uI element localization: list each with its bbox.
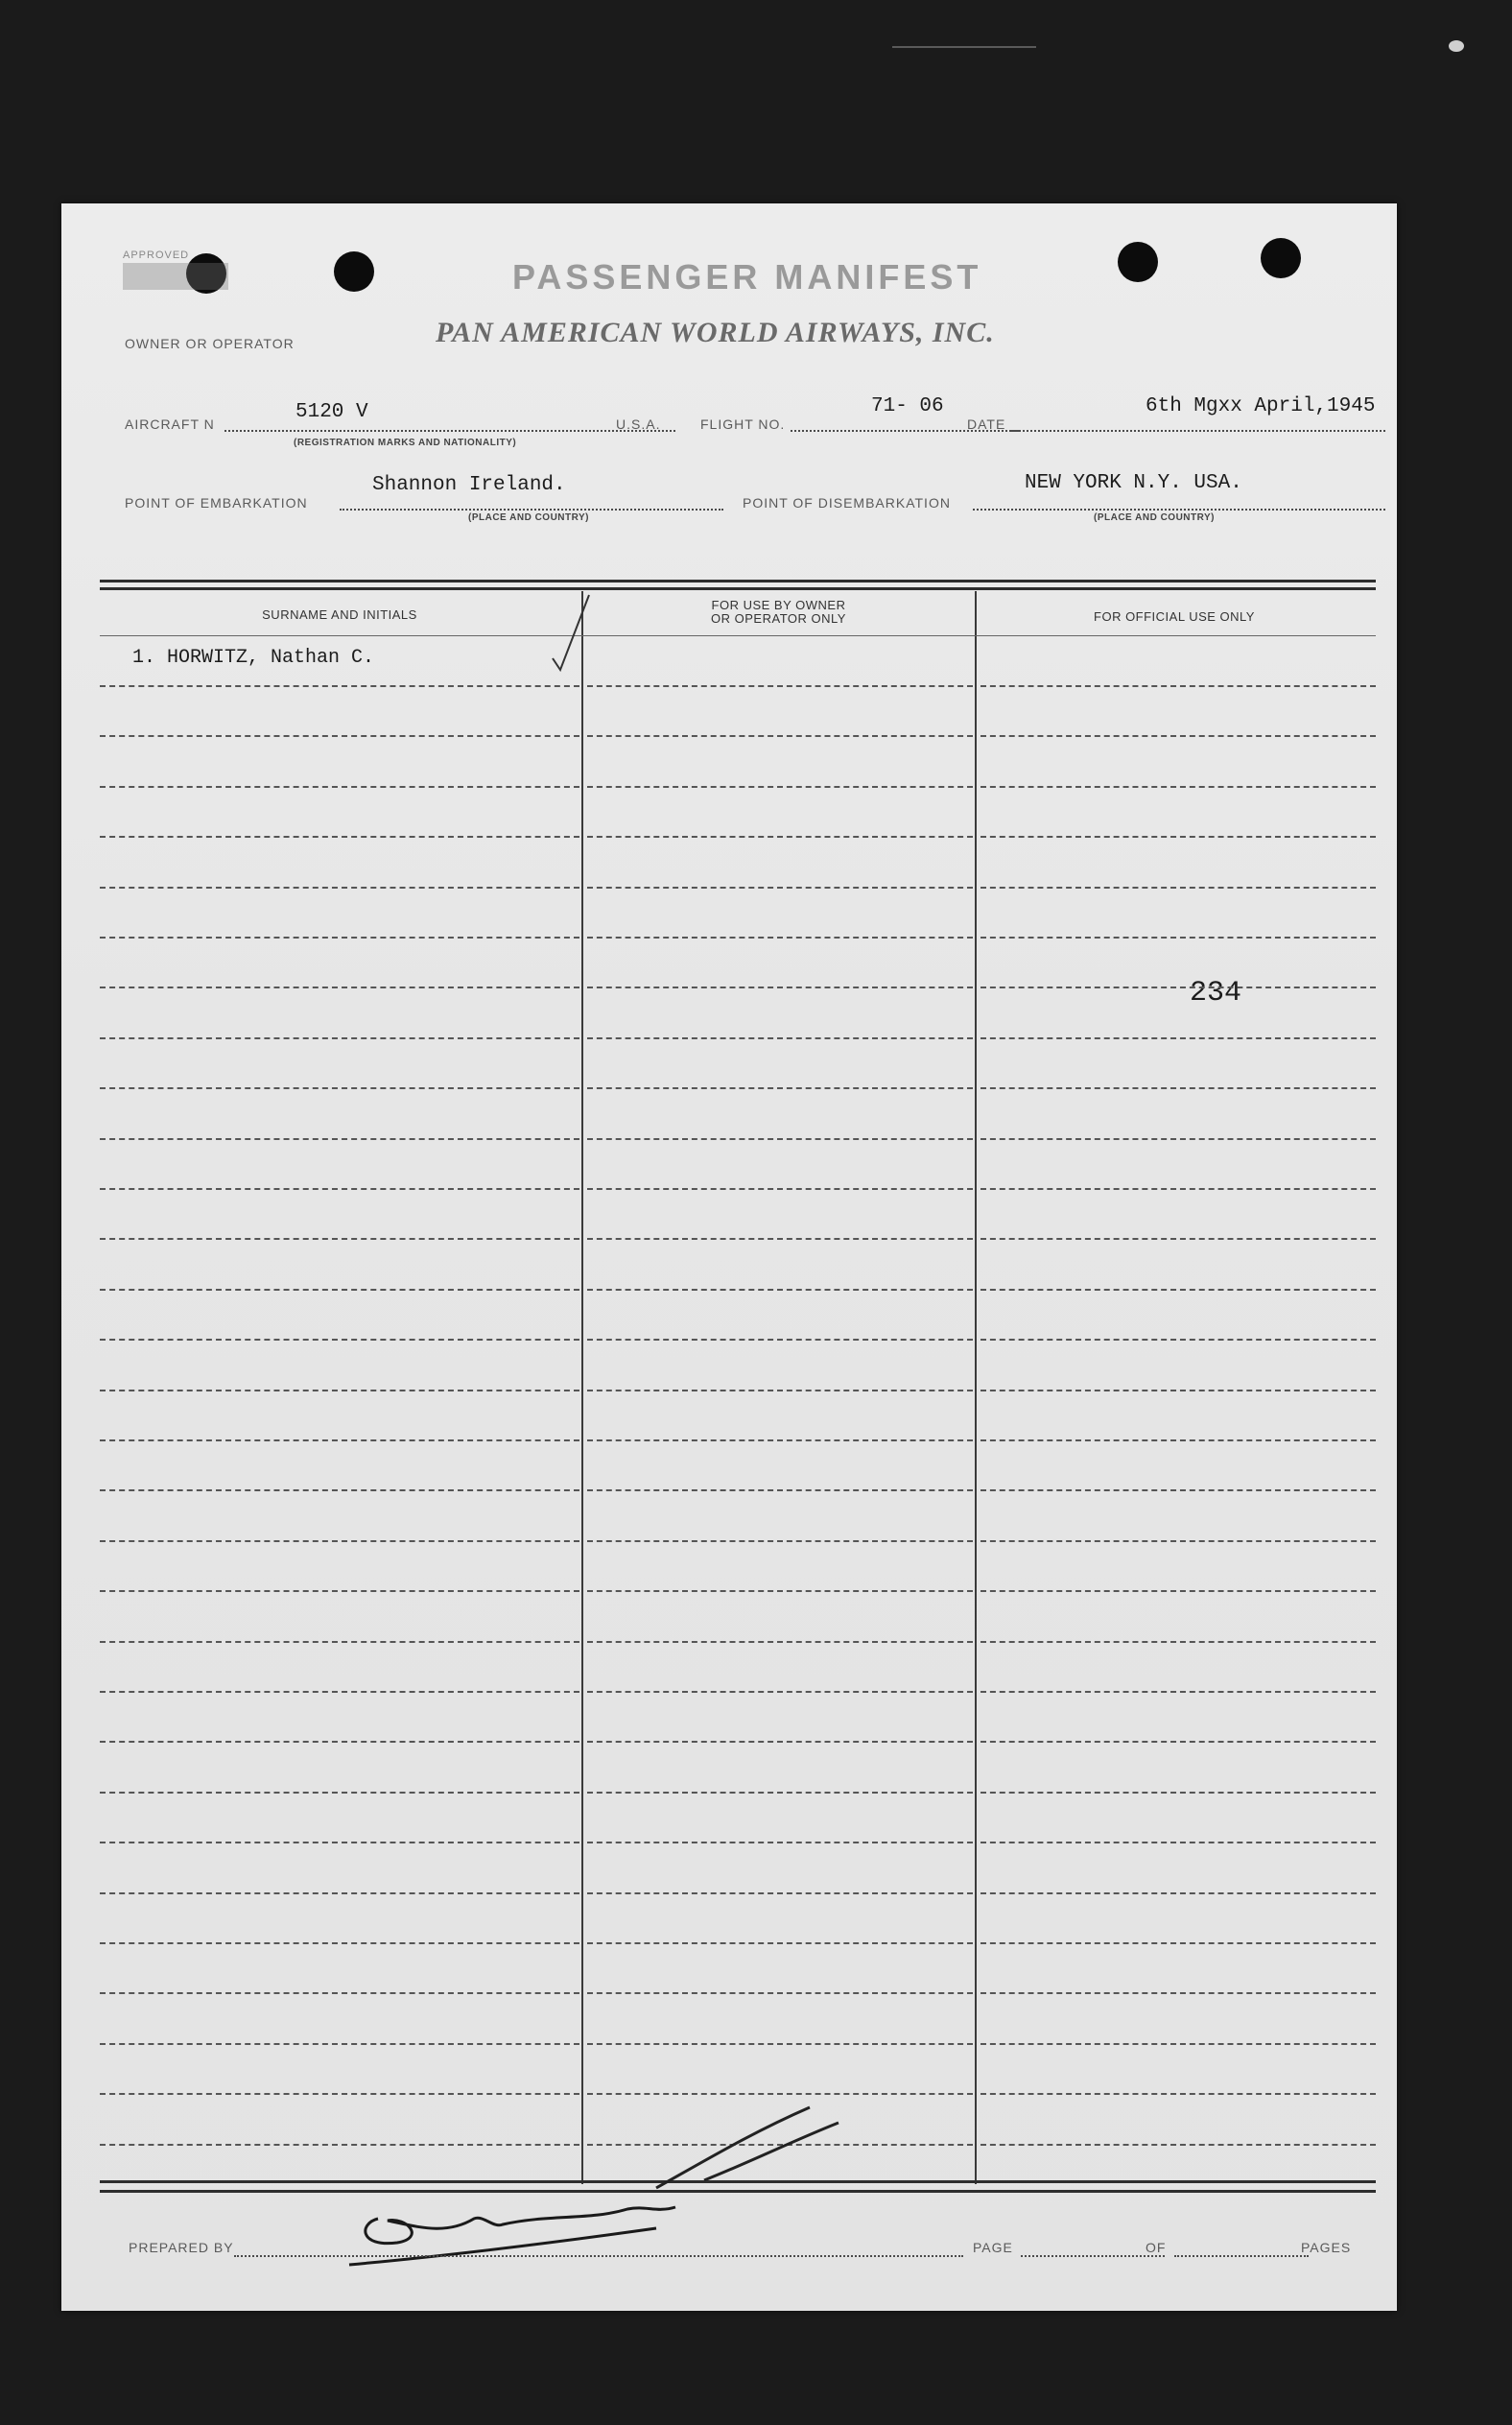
owner-label: OWNER OR OPERATOR bbox=[125, 336, 295, 351]
table-row-line bbox=[980, 937, 1376, 939]
table-row-line bbox=[587, 786, 973, 788]
table-row-line bbox=[100, 836, 579, 838]
table-row-line bbox=[587, 1741, 973, 1743]
column-divider-1 bbox=[581, 591, 583, 2184]
table-row-line bbox=[980, 1489, 1376, 1491]
table-row-line bbox=[100, 887, 579, 889]
official-number: 234 bbox=[1190, 977, 1242, 1010]
table-row-line bbox=[587, 735, 973, 737]
table-row-line bbox=[100, 1792, 579, 1794]
column-header-owner-line2: OR OPERATOR ONLY bbox=[711, 611, 846, 626]
table-row-line bbox=[980, 1238, 1376, 1240]
table-row-line bbox=[980, 685, 1376, 687]
of-label: OF bbox=[1146, 2240, 1167, 2255]
page-underline bbox=[1021, 2255, 1165, 2257]
column-header-surname: SURNAME AND INITIALS bbox=[262, 607, 417, 622]
table-row-line bbox=[100, 1842, 579, 1843]
table-row-line bbox=[587, 2093, 973, 2095]
table-row-line bbox=[587, 1390, 973, 1391]
punch-hole-4 bbox=[1261, 238, 1301, 278]
table-row-line bbox=[100, 2043, 579, 2045]
punch-hole-3 bbox=[1118, 242, 1158, 282]
table-row-line bbox=[980, 1792, 1376, 1794]
table-row-line bbox=[100, 1992, 579, 1994]
embarkation-label: POINT OF EMBARKATION bbox=[125, 495, 308, 511]
table-row-line bbox=[587, 1238, 973, 1240]
table-row-line bbox=[980, 836, 1376, 838]
table-row-line bbox=[587, 1892, 973, 1894]
table-row-line bbox=[980, 786, 1376, 788]
checkmark bbox=[551, 591, 599, 678]
table-row-line bbox=[980, 1087, 1376, 1089]
table-row-line bbox=[587, 1188, 973, 1190]
table-row-line bbox=[100, 1037, 579, 1039]
page-label: PAGE bbox=[973, 2240, 1013, 2255]
preparer-signature bbox=[340, 2180, 743, 2276]
table-row-line bbox=[587, 1992, 973, 1994]
table-row-line bbox=[100, 1238, 579, 1240]
disembarkation-underline bbox=[973, 509, 1385, 511]
flight-label: FLIGHT NO. bbox=[700, 416, 786, 432]
table-row-line bbox=[587, 1439, 973, 1441]
table-row-line bbox=[100, 1390, 579, 1391]
table-row-line bbox=[980, 1590, 1376, 1592]
table-row-line bbox=[587, 1691, 973, 1693]
registration-note: (REGISTRATION MARKS AND NATIONALITY) bbox=[294, 438, 517, 448]
flight-value: 71- 06 bbox=[871, 395, 944, 417]
table-row-line bbox=[587, 1540, 973, 1542]
aircraft-value: 5120 V bbox=[295, 401, 368, 423]
pages-label: PAGES bbox=[1301, 2240, 1352, 2255]
approved-stamp-smudge bbox=[123, 263, 228, 290]
table-row-line bbox=[100, 1590, 579, 1592]
table-row-line bbox=[100, 786, 579, 788]
table-row-line bbox=[587, 1087, 973, 1089]
header-underline bbox=[100, 635, 1376, 636]
table-row-line bbox=[100, 937, 579, 939]
table-row-line bbox=[100, 685, 579, 687]
table-row-line bbox=[587, 1590, 973, 1592]
column-divider-2 bbox=[975, 591, 977, 2184]
table-row-line bbox=[100, 987, 579, 988]
table-row-line bbox=[100, 1741, 579, 1743]
prepared-by-underline bbox=[234, 2255, 963, 2257]
table-row-line bbox=[587, 987, 973, 988]
table-row-line bbox=[980, 2093, 1376, 2095]
approved-stamp: APPROVED bbox=[123, 250, 190, 261]
table-row-line bbox=[587, 1037, 973, 1039]
table-row-line bbox=[100, 1439, 579, 1441]
disembarkation-label: POINT OF DISEMBARKATION bbox=[743, 495, 951, 511]
table-row-line bbox=[980, 1138, 1376, 1140]
table-row-line bbox=[100, 1489, 579, 1491]
table-row-line bbox=[980, 1691, 1376, 1693]
table-row-line bbox=[100, 1087, 579, 1089]
table-row-line bbox=[980, 987, 1376, 988]
date-value: 6th Mgxx April,1945 bbox=[1146, 395, 1376, 417]
date-underline bbox=[1011, 430, 1385, 432]
table-row-line bbox=[100, 1289, 579, 1291]
table-row-line bbox=[100, 735, 579, 737]
table-row-line bbox=[980, 1439, 1376, 1441]
table-row-line bbox=[587, 887, 973, 889]
of-underline bbox=[1174, 2255, 1309, 2257]
manifest-page bbox=[61, 203, 1397, 2311]
table-row-line bbox=[587, 1842, 973, 1843]
table-row-line bbox=[980, 1992, 1376, 1994]
table-top-rule-2 bbox=[100, 587, 1376, 590]
table-row-line bbox=[587, 1289, 973, 1291]
embarkation-value: Shannon Ireland. bbox=[372, 474, 566, 496]
table-row-line bbox=[587, 1641, 973, 1643]
table-row-line bbox=[100, 1691, 579, 1693]
table-row-line bbox=[100, 1641, 579, 1643]
aircraft-label: AIRCRAFT N bbox=[125, 416, 215, 432]
disembarkation-note: (PLACE AND COUNTRY) bbox=[1094, 512, 1215, 523]
table-row-line bbox=[100, 2144, 579, 2146]
disembarkation-value: NEW YORK N.Y. USA. bbox=[1025, 472, 1242, 494]
table-row-line bbox=[587, 1489, 973, 1491]
table-row-line bbox=[980, 1390, 1376, 1391]
aircraft-underline bbox=[224, 430, 675, 432]
table-row-line bbox=[980, 1892, 1376, 1894]
table-row-line bbox=[100, 1892, 579, 1894]
prepared-by-label: PREPARED BY bbox=[129, 2240, 234, 2255]
table-row-line bbox=[587, 836, 973, 838]
table-row-line bbox=[587, 937, 973, 939]
passenger-row-1: 1. HORWITZ, Nathan C. bbox=[132, 647, 375, 669]
embarkation-note: (PLACE AND COUNTRY) bbox=[468, 512, 589, 523]
table-row-line bbox=[587, 1138, 973, 1140]
top-margin-mark bbox=[892, 46, 1036, 48]
table-row-line bbox=[980, 2043, 1376, 2045]
table-row-line bbox=[980, 1842, 1376, 1843]
table-row-line bbox=[980, 1188, 1376, 1190]
table-row-line bbox=[980, 1641, 1376, 1643]
column-header-official: FOR OFFICIAL USE ONLY bbox=[1094, 609, 1255, 624]
column-header-owner bbox=[584, 599, 973, 626]
table-row-line bbox=[980, 1540, 1376, 1542]
table-row-line bbox=[980, 887, 1376, 889]
table-row-line bbox=[980, 2144, 1376, 2146]
date-label: DATE bbox=[967, 416, 1006, 432]
page-title: PASSENGER MANIFEST bbox=[512, 257, 982, 297]
table-row-line bbox=[100, 2093, 579, 2095]
table-row-line bbox=[587, 1339, 973, 1341]
table-row-line bbox=[587, 1942, 973, 1944]
table-top-rule bbox=[100, 580, 1376, 582]
table-row-line bbox=[587, 2043, 973, 2045]
column-header-owner-line1: FOR USE BY OWNER bbox=[711, 598, 846, 612]
table-row-line bbox=[980, 735, 1376, 737]
table-row-line bbox=[980, 1037, 1376, 1039]
table-row-line bbox=[100, 1540, 579, 1542]
table-row-line bbox=[100, 1942, 579, 1944]
table-row-line bbox=[100, 1188, 579, 1190]
operator-name: PAN AMERICAN WORLD AIRWAYS, INC. bbox=[436, 317, 995, 348]
punch-hole-2 bbox=[334, 251, 374, 292]
table-row-line bbox=[980, 1942, 1376, 1944]
table-row-line bbox=[100, 1339, 579, 1341]
corner-smudge bbox=[1449, 40, 1464, 52]
table-row-line bbox=[980, 1289, 1376, 1291]
table-row-line bbox=[587, 685, 973, 687]
table-row-line bbox=[587, 1792, 973, 1794]
usa-label: U.S.A. bbox=[616, 416, 661, 432]
embarkation-underline bbox=[340, 509, 723, 511]
table-row-line bbox=[980, 1339, 1376, 1341]
table-row-line bbox=[980, 1741, 1376, 1743]
table-row-line bbox=[100, 1138, 579, 1140]
